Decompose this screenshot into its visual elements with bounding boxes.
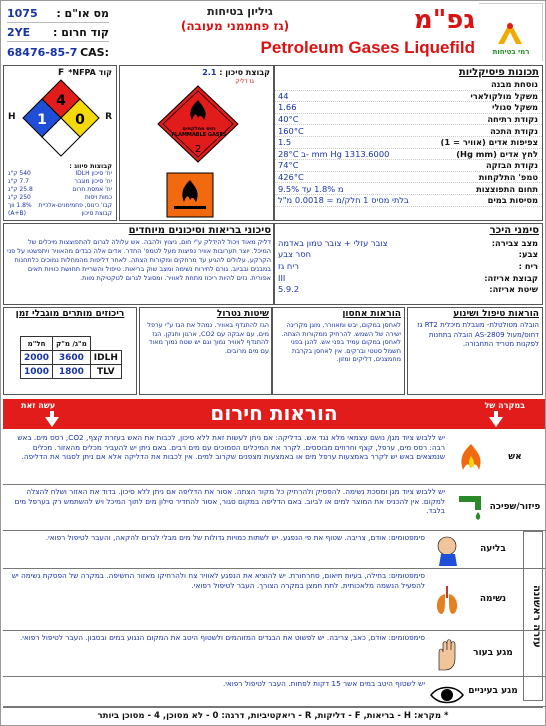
emergency-row <box>3 677 545 707</box>
emergency-row <box>3 631 545 677</box>
hazard-sign-value: חסר צבע <box>278 249 312 260</box>
emergency-row-text: יש ללבוש ציוד מגן ומסכת נשימה. להפסיק ולהרחיק כל מקור הצתה. אסור את הדליפה אם ניתן ללא סיכון. בדוד את האזור ושלח להצלה למקום. אין להכניס את המוצר למים או לביוב. באם הדליפה במקום סגור, אסור להחדיר סילון מים לתוך המיכל ויש להשתמש רק בערפל מים בלבד. <box>14 487 445 515</box>
handling-title: הוראות טיפול ושינוע <box>453 309 539 319</box>
company-logo <box>479 3 543 61</box>
emergency-row <box>3 485 545 531</box>
exposure-key: יח' אמסת חרום <box>72 186 112 193</box>
exposure-row <box>6 210 114 218</box>
emergency-row-label: פיזור/שפיכה <box>489 502 541 512</box>
health-hazards-box <box>3 223 275 305</box>
hazard-sign-row <box>274 249 542 261</box>
emergency-banner <box>3 399 545 429</box>
exposure-value: 7.7 ק"ג <box>8 178 29 185</box>
un-label: מס או"ם : <box>56 7 109 20</box>
physical-row <box>274 149 542 161</box>
physical-row <box>274 102 542 114</box>
health-hazards-text: דליק מאוד ויכול להידלק ע"י חום, ניצוץ ולהבה. אש עלולה לגרום להתפוצצות מיכלים של המיכל. יוצר תערובות אוויר נפיצות מעל לטמפ' החדר. אדים אלה כבדים מהאוויר ויתפשטו על פני הקרקע, עלולים להגיע עד מרחקים ומקורות הצתה. לאחר דליפות מהמחלות נמוכים כלתחנות במבנים ובביוב. גורם לחירות נשימה ומצב שוק בריאות. טיפול והשריית תחושת כוויות תאים אפורית. נזים להיות ריכוז מתחת לאוויר. ומסוגל לגרום לטקטיקת מוות. <box>7 238 271 282</box>
hazard-sign-row <box>274 272 542 284</box>
danger-group-label <box>202 68 270 77</box>
cas-label: CAS: <box>80 45 109 59</box>
nfpa-diamond-icon <box>18 78 104 158</box>
neutralize-title: שיטות נטרול <box>216 309 269 319</box>
limits-row-mg: 3600 <box>53 351 91 365</box>
physical-key: מסיסות במים <box>487 195 538 206</box>
hazchem-label: קוד חרום : <box>52 26 109 39</box>
nfpa-box <box>3 65 117 221</box>
cas-row <box>7 43 109 61</box>
limits-head-blank <box>90 337 121 351</box>
subtitle-paren: (גז פחממני מעובה) <box>180 19 290 33</box>
emergency-row <box>3 531 545 569</box>
limits-row-ppm: 1000 <box>21 365 53 379</box>
physical-key: נקודת רתיחה <box>487 114 538 125</box>
exposure-key: כמות ויסות <box>84 194 112 201</box>
hazard-sign-row <box>274 283 542 295</box>
emergency-row-label: נשימה <box>479 594 507 604</box>
exposure-value: 1.8% ווך <box>8 202 32 209</box>
hazard-sign-value: ריח גז <box>278 260 299 271</box>
hazard-sign-key: שיטת אריזה: <box>489 284 538 295</box>
first-aid-side-label: עזרה ראשונה <box>523 531 543 701</box>
health-hazards-title: סיכוני בריאות וסיכונים מיוחדים <box>128 225 271 236</box>
physical-rows <box>274 79 542 207</box>
hazard-sign-key: מצב צבירה: <box>491 237 538 248</box>
subtitle: גיליון בטיחות <box>207 5 273 18</box>
nfpa-fire-value: 4 <box>56 93 66 109</box>
hazard-signs-title: סימני היכר <box>489 225 539 236</box>
emergency-row-label: בליעה <box>480 544 506 554</box>
footer-legend: * מקרא: H - בריאות, F - דליקות, R - ריאקטיביות, דרגה: 0 - לא מסוכן, 4 - מסוכן ביותר <box>3 707 543 725</box>
storage-box <box>271 307 405 395</box>
physical-value: 40°C <box>278 114 299 125</box>
limits-row-ppm: 2000 <box>21 351 53 365</box>
physical-key: טמפ' התלקחות <box>478 172 538 183</box>
nfpa-health-value: 1 <box>37 112 47 128</box>
limits-head-ppm: חל"מ <box>21 337 53 351</box>
hazard-sign-key: צבע: <box>518 249 538 260</box>
cas-value: 68476-85-7 <box>7 45 78 59</box>
physical-key: נקודת הבזקה <box>485 160 538 171</box>
physical-value: בלתי מסיס 1 חלק/מ = 0.0018 מ"ל <box>278 195 409 206</box>
flammable-gas-diamond-icon <box>156 84 240 164</box>
nfpa-label: קוד NFPA* <box>68 68 112 77</box>
nfpa-r-letter: R <box>105 112 112 122</box>
emergency-title: הוראות חירום <box>210 401 338 425</box>
nfpa-h-letter: H <box>8 112 16 122</box>
storage-title: הוראות אחסון <box>342 309 401 319</box>
arrow-down-icon <box>487 411 505 427</box>
danger-group-label-text: קבוצת סיכון : <box>219 68 270 77</box>
physical-row <box>274 160 542 172</box>
diamond-class-number: 2 <box>194 144 202 155</box>
hazard-sign-key: ריח : <box>518 260 538 271</box>
exposure-list <box>6 162 114 218</box>
danger-group-sub: גז דליק <box>235 78 254 85</box>
emergency-row <box>3 569 545 631</box>
physical-title: תכונות פיסיקליות <box>458 67 539 78</box>
hazard-sign-value: צובר עזלי + צובר טמון באדמה <box>278 237 388 248</box>
emergency-row-text: סימפטומים: אודם, כאב, צריבה. יש לפשוט את הבגדים המזוהמים ולשטוף היטב את המקום הנגוע במים ובסבון. העבר לטיפול רפואי. <box>19 633 425 642</box>
limits-head-mg: מ"ג/ מ"ק <box>53 337 91 351</box>
handling-text: הובלה מטולטלת- מוגבלת מיכלית RT2 גז דחוס/מעול AS-2809 הובלה בתחנות לפקנות מטריד התחבורה. <box>417 321 539 348</box>
hazard-sign-row <box>274 260 542 272</box>
hazard-sign-key: קבוצת אריזה: <box>484 272 538 283</box>
physical-row <box>274 79 542 91</box>
limits-row-mg: 1800 <box>53 365 91 379</box>
emergency-row-text: סימפטומים: בחילה, בעיות תיאום, סחרחורת. יש להוציא את הנפגע לאוויר צח ולהרחיקו מאזור החשיפה. במקרה של הפסקת נשימה יש להפעיל הנשמה מלאכותית. לתת חמצן במקרה הצורך. העבר לטיפול רפואי. <box>11 571 425 590</box>
limits-row-name: IDLH <box>90 351 121 365</box>
physical-value: 160°C <box>278 125 304 136</box>
physical-value: 74°C <box>278 160 299 171</box>
physical-row <box>274 137 542 149</box>
hazchem-value: 2YE <box>7 26 31 39</box>
physical-value: 44 <box>278 90 289 101</box>
physical-value: 1.66 <box>278 102 297 113</box>
danger-group-value: 2.1 <box>202 68 217 77</box>
physical-key: לחץ אדים (Hg mm) <box>456 148 538 159</box>
exposure-key: יח' סיכון מוגבר <box>74 178 112 185</box>
physical-row <box>274 172 542 184</box>
exposure-value: 250 ק"ג <box>8 194 31 201</box>
fire-icon <box>451 440 487 476</box>
danger-group-box <box>119 65 275 221</box>
nfpa-reactivity-value: 0 <box>75 112 85 128</box>
nfpa-f-letter: F <box>58 68 65 78</box>
emergency-row-text: יש לשטוף היטב במים אשר 15 דקות לפחות. העבר לטיפול רפואי. <box>222 679 425 688</box>
lungs-icon <box>429 582 465 618</box>
swallow-icon <box>429 532 465 568</box>
exposure-key: קבו' כינוס, פחמימנים-אלכיית <box>38 202 112 209</box>
exposure-row <box>6 186 114 194</box>
physical-key: צפיפות אדים (אוויר = 1) <box>440 137 538 148</box>
un-value: 1075 <box>7 7 38 20</box>
physical-properties <box>273 65 543 221</box>
hazard-signs-box <box>273 223 543 305</box>
exposure-title: קבוצות סיווג : <box>69 162 112 170</box>
exposure-rows <box>6 170 114 218</box>
logo-text: רמי בטיחות <box>492 48 530 56</box>
un-number-row <box>7 5 109 23</box>
arrow-down-icon <box>43 411 61 427</box>
exposure-value: (A+B) <box>8 210 26 217</box>
emergency-row-text: סימפטומים: אודם, צריבה. שטוף את פי הנפגע. יש לשתות כמויות גדולות של מים מבלי לגרום להקאה, והעבר לטיפול רפואי. <box>45 533 425 542</box>
storage-text: לאחסן במקום, יבש ומאוורר, מוגן מקרינה ישירה של השמש. להרחיק ממקורות הצתה. לאחסן במקום עמיד בפני אש. להגן בפני חשמל סטטי וברקים. אין לאחסן בקרבת מחמצנים, דליקים ומזון. <box>281 321 401 364</box>
spill-icon <box>451 490 487 526</box>
limits-box <box>3 307 137 395</box>
exposure-row <box>6 202 114 210</box>
hazard-sign-value: 5.9.2 <box>278 284 300 295</box>
handling-box <box>407 307 543 395</box>
exposure-row <box>6 170 114 178</box>
exposure-key: קבוצת סיכון <box>81 210 112 217</box>
exposure-value: 25.8 ק"ג <box>8 186 33 193</box>
emergency-row <box>3 431 545 485</box>
exposure-row <box>6 178 114 186</box>
physical-key: תחום התפוצצות <box>476 183 538 194</box>
exposure-value: 540 ק"ג <box>8 170 31 177</box>
diamond-text: גזים מתלקחים FLAMMABLE GASES <box>171 126 227 138</box>
exposure-row <box>6 194 114 202</box>
limits-row-name: TLV <box>90 365 121 379</box>
hand-icon <box>429 636 465 672</box>
emergency-row-label: מגע בעור <box>473 648 513 658</box>
physical-value: 28°C ב- mm Hg 1313.6000 <box>278 148 390 159</box>
identifier-box <box>3 3 113 61</box>
hazard-sign-row <box>274 237 542 249</box>
emergency-row-label: מגע בעיניים <box>468 686 518 696</box>
physical-key: משקל סגולי <box>492 102 538 113</box>
emergency-case-tag: במקרה של <box>484 401 525 410</box>
limits-title: ריכוזים מותרים מוגבלי זמן <box>15 309 125 319</box>
emergency-row-label: אש <box>508 452 522 462</box>
physical-row <box>274 195 542 207</box>
fire-pictogram-icon <box>166 172 214 218</box>
emergency-do-tag: עשה זאת <box>21 401 56 410</box>
neutralize-box <box>139 307 273 395</box>
physical-key: נוסחת מבנה <box>490 79 538 90</box>
hazard-sign-value: III <box>278 272 286 283</box>
physical-row <box>274 183 542 195</box>
limits-table <box>20 336 122 379</box>
physical-row <box>274 125 542 137</box>
physical-value: 1.5 <box>278 137 292 148</box>
physical-value: 426°C <box>278 172 304 183</box>
physical-key: משקל מולקולארי <box>470 90 538 101</box>
physical-value: מ 1.8% עד 9.5% <box>278 183 344 194</box>
title-english: Petroleum Gases Liquefild <box>260 38 475 57</box>
physical-key: נקודת התכה <box>490 125 538 136</box>
physical-row <box>274 91 542 103</box>
exposure-key: יח' סיכון IDLH <box>75 170 112 177</box>
physical-row <box>274 114 542 126</box>
page-title: גפ"מ <box>413 5 475 35</box>
neutralize-text: הגז להתנדף באוויר. נמהל את הגז ע"י ערפל מים, עם אבקה עם CO2, ארגון וחנקן. הגז להתנדף לאוויר נמוך וגם יש שטח נמוך מאוד עם מים מרובים. <box>147 321 269 355</box>
hazard-signs-rows <box>274 237 542 295</box>
emergency-row-text: יש ללבוש ציוד מגן/ נושם עצמאי מלא נגד אש. בדליקה: אם ניתן לעשות זאת ללא סיכון, לכבות את האש בעזרת קצף, CO2, רסס מים. באש רבה: רסס מים, ערפל, קצף וחרוזים מבוססים. לקרר את המיכלים הסמוכים עם מים רבים. באם ניתן יש להעביר מכלים מהאזור. מכלים שנמצאים באש יש לקרר באמצעות ערפל מים או באמצעות מצפנים שקרוב למים. אין לכבות את הדליקה אלא אם ניתן לסגור את הדליפה. <box>17 433 445 461</box>
hazchem-row <box>7 24 109 42</box>
